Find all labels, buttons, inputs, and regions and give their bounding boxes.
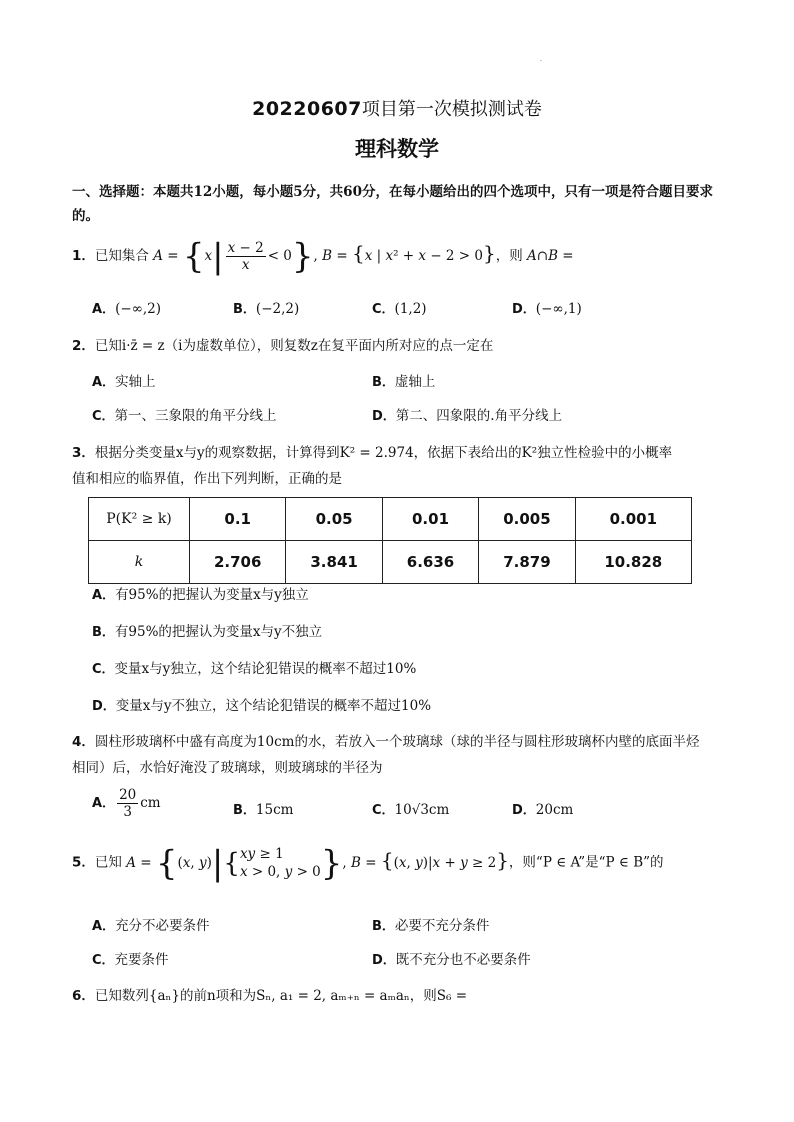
option-a: A．(−∞,2) — [92, 301, 162, 317]
table-cell: 0.1 — [190, 498, 286, 541]
option-c: C．10√3cm — [372, 802, 450, 818]
table-row-header: P(K² ≥ k) — [89, 498, 190, 541]
option-c: C．(1,2) — [372, 301, 427, 317]
question-stem: 已知数列{aₙ}的前n项和为Sₙ, a₁ = 2, aₘ₊ₙ = aₘaₙ，则S₆ = — [94, 988, 468, 1004]
option-b: B．必要不充分条件 — [372, 918, 490, 934]
table-cell: 7.879 — [479, 541, 575, 584]
question-number: 6． — [72, 988, 95, 1004]
question-number: 2． — [72, 338, 95, 354]
option-d: D．(−∞,1) — [512, 301, 582, 317]
option-b: B．有95%的把握认为变量x与y不独立 — [92, 624, 323, 640]
set-formula: A = {(x, y)|{xy ≥ 1 x > 0, y > 0}, B = {(x, y)|x + y ≥ 2} — [126, 843, 509, 883]
option-a: A． $\frac{20}{3}$ cm — [92, 787, 161, 820]
option-d: D．变量x与y不独立，这个结论犯错误的概率不超过10% — [92, 698, 432, 714]
question-stem-2: 值和相应的临界值，作出下列判断，正确的是 — [72, 471, 342, 487]
question-stem-tail: ，则 — [495, 248, 523, 264]
option-c: C．第一、三象限的角平分线上 — [92, 408, 277, 424]
exam-title — [0, 95, 794, 121]
question-5 — [72, 845, 732, 881]
section-heading: 一、选择题：本题共12小题，每小题5分，共60分，在每小题给出的四个选项中，只有一项是符合题目要求的。 — [72, 184, 713, 224]
question-stem: 已知集合 — [94, 248, 149, 264]
exam-code: 20220607 — [252, 98, 362, 120]
table-cell: 0.005 — [479, 498, 575, 541]
option-a: A．实轴上 — [92, 374, 156, 390]
option-d: D．20cm — [512, 802, 574, 818]
table-row-header: k — [89, 541, 190, 584]
option-b: B．(−2,2) — [233, 301, 300, 317]
question-4 — [72, 729, 732, 781]
question-stem-2: 相同）后，水恰好淹没了玻璃球，则玻璃球的半径为 — [72, 760, 383, 776]
question-6 — [72, 983, 732, 1009]
question-3 — [72, 440, 732, 492]
question-stem: 已知i·z̄ = z（i为虚数单位），则复数z在复平面内所对应的点一定在 — [94, 338, 494, 354]
table-row — [89, 498, 692, 541]
set-a-formula: A = {x| $\frac{x - 2}{x}$ < 0}, B = {x | x² + x − 2 > 0} — [153, 236, 496, 277]
question-2 — [72, 333, 732, 359]
option-a: A．充分不必要条件 — [92, 918, 210, 934]
question-number: 1． — [72, 248, 95, 264]
question-stem: 根据分类变量x与y的观察数据，计算得到K² = 2.974，依据下表给出的K²独立性检验中的小概率 — [94, 445, 673, 461]
table-cell: 0.01 — [382, 498, 478, 541]
question-stem: 已知 — [94, 854, 122, 871]
question-stem-tail: ，则“P ∈ A”是“P ∈ B”的 — [508, 854, 664, 871]
table-cell: 2.706 — [190, 541, 286, 584]
question-number: 5． — [72, 854, 95, 871]
critical-value-table — [88, 497, 692, 584]
question-stem: 圆柱形玻璃杯中盛有高度为10cm的水，若放入一个玻璃球（球的半径与圆柱形玻璃杯内壁的底面半烃 — [94, 734, 700, 750]
question-1: 1．已知集合 A = {x| $\frac{x - 2}{x}$ < 0}, B = {x | x² + x − 2 > 0}，则 A∩B = — [72, 236, 574, 277]
table-cell: 6.636 — [382, 541, 478, 584]
page-mark: · — [540, 58, 542, 65]
table-cell: 0.05 — [286, 498, 382, 541]
option-c: C．充要条件 — [92, 952, 169, 968]
table-row — [89, 541, 692, 584]
option-d: D．第二、四象限的.角平分线上 — [372, 408, 563, 424]
question-number: 3． — [72, 445, 95, 461]
table-cell: 10.828 — [575, 541, 691, 584]
option-c: C．变量x与y独立，这个结论犯错误的概率不超过10% — [92, 661, 417, 677]
table-cell: 3.841 — [286, 541, 382, 584]
option-b: B．15cm — [233, 802, 294, 818]
option-b: B．虚轴上 — [372, 374, 436, 390]
option-a: A．有95%的把握认为变量x与y独立 — [92, 587, 309, 603]
question-number: 4． — [72, 734, 95, 750]
option-d: D．既不充分也不必要条件 — [372, 952, 531, 968]
exam-title-text: 项目第一次模拟测试卷 — [361, 99, 542, 120]
subject-title: 理科数学 — [355, 136, 439, 161]
table-cell: 0.001 — [575, 498, 691, 541]
